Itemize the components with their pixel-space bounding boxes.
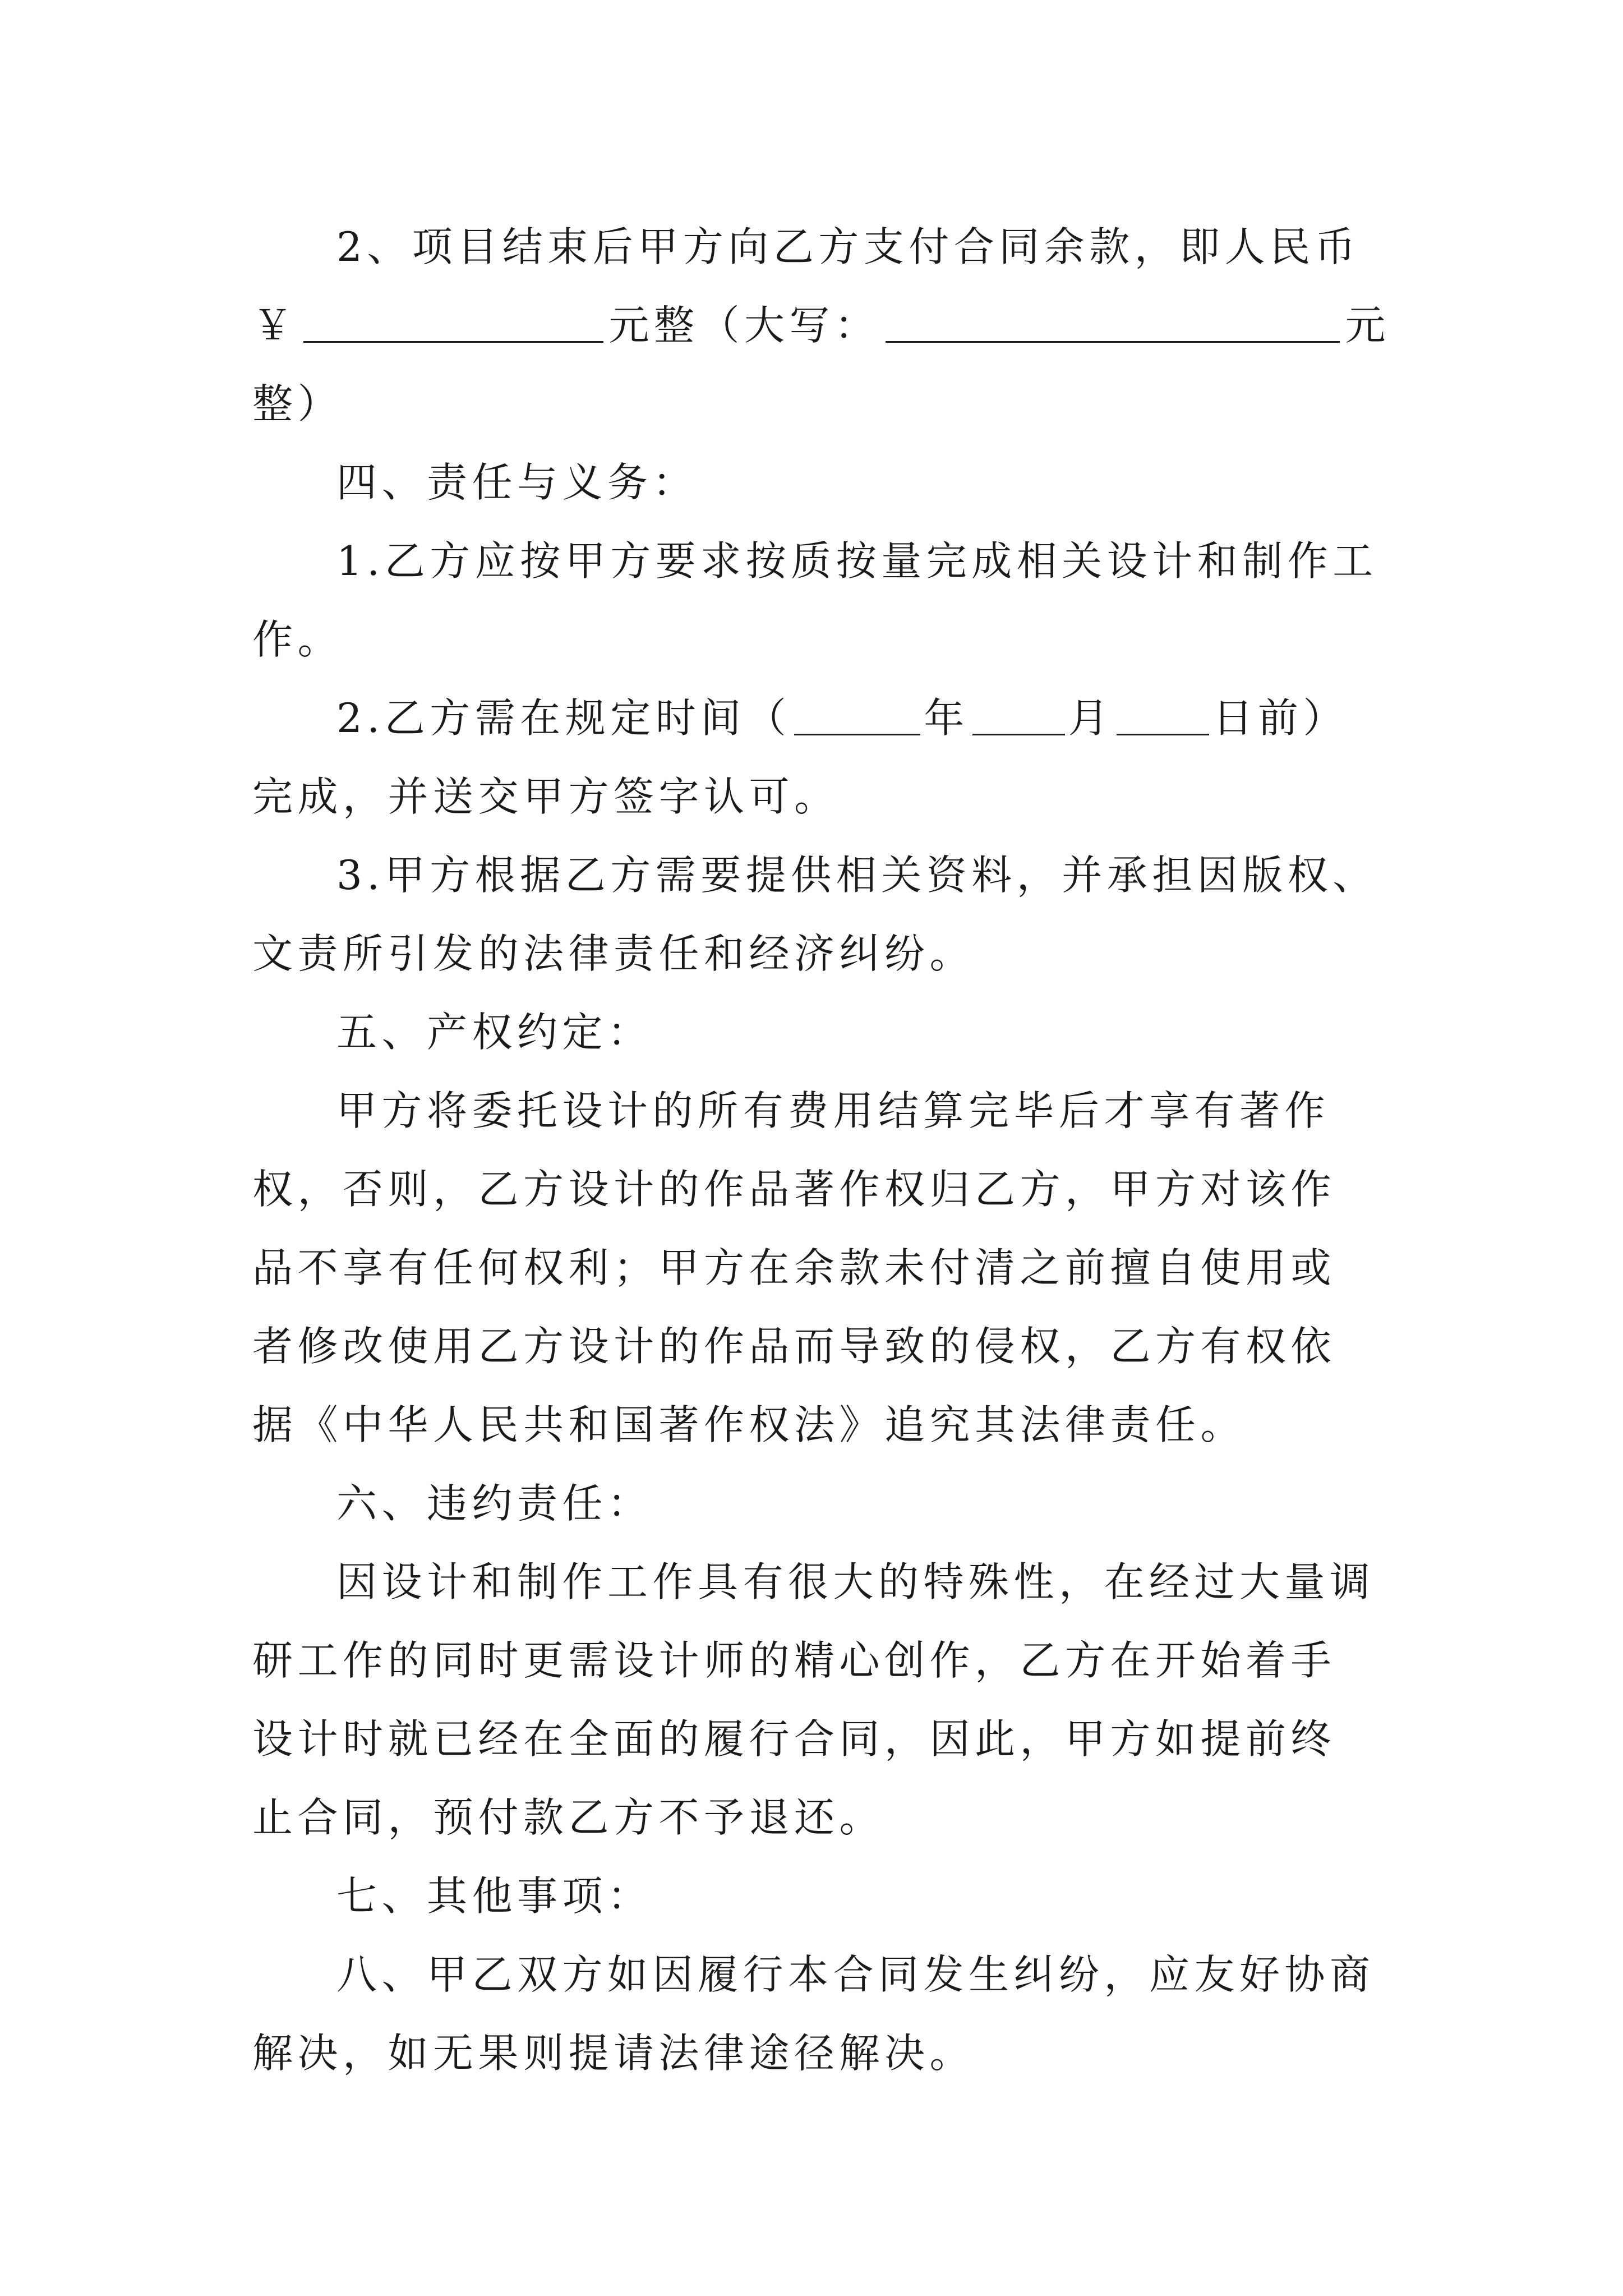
payment-amount-line [252,302,1390,349]
section-8-body: 八、甲乙双方如因履行本合同发生纠纷，应友好协商解决，如无果则提请法律途径解决。 [252,1951,1375,2077]
duty-item-2-prefix: 2.乙方需在规定时间（ [336,694,791,742]
month-label: 月 [1068,694,1114,742]
section-5-heading: 五、产权约定： [336,1009,653,1056]
section-7-heading: 七、其他事项： [336,1872,653,1920]
section-5-body: 甲方将委托设计的所有费用结算完毕后才享有著作权，否则，乙方设计的作品著作权归乙方，甲方对该作品不享有任何权利；甲方在余款未付清之前擅自使用或者修改使用乙方设计的作品而导致的侵权，乙方有权依据《中华人民共和国著作权法》追究其法律责任。 [252,1087,1336,1448]
duty-item-2-suffix: 日前）完成，并送交甲方签字认可。 [252,694,1348,820]
amount-in-words-blank [886,307,1340,343]
yuan-zheng-text: 元整（大写： [608,302,880,349]
month-blank [972,700,1065,735]
payment-clause-line1: 2、项目结束后甲方向乙方支付合同余款，即人民币 [336,223,1361,270]
section-6-body: 因设计和制作工作具有很大的特殊性，在经过大量调研工作的同时更需设计师的精心创作，乙方在开始着手设计时就已经在全面的履行合同，因此，甲方如提前终止合同，预付款乙方不予退还。 [252,1558,1375,1841]
document-body [252,208,1391,2092]
duty-item-3: 3.甲方根据乙方需要提供相关资料，并承担因版权、文责所引发的法律责任和经济纠纷。 [252,852,1378,977]
duty-item-1: 1.乙方应按甲方要求按质按量完成相关设计和制作工作。 [252,537,1378,663]
day-blank [1117,700,1209,735]
year-label: 年 [924,694,969,742]
year-blank [794,700,920,735]
amount-blank [303,307,603,343]
section-6-heading: 六、违约责任： [336,1480,653,1527]
payment-clause-line3: 整） [252,380,343,427]
yuan-text: 元 [1345,302,1391,349]
payment-clause [252,208,1391,443]
duty-item-2 [252,679,1380,836]
section-4-heading: 四、责任与义务： [336,459,698,506]
currency-symbol: ￥ [252,302,298,349]
